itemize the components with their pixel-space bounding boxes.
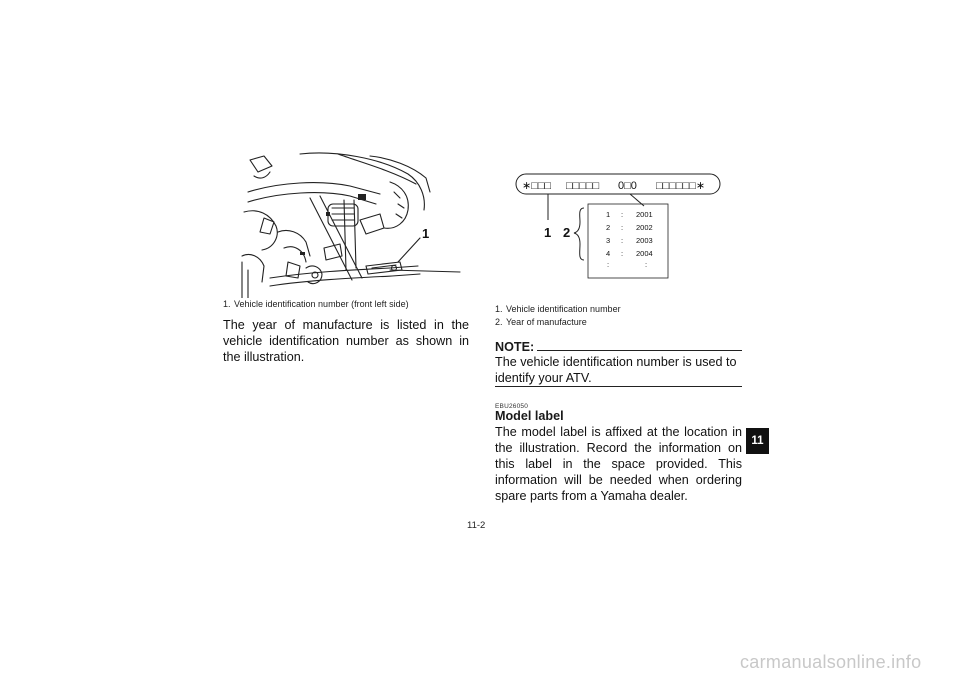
year-continuation-left: : [607, 260, 610, 269]
chapter-tab [746, 428, 769, 454]
caption-text: Vehicle identification number (front left side) [234, 299, 409, 309]
year-row-3-code: 3 [606, 236, 611, 245]
page-number: 11-2 [467, 520, 486, 531]
year-row-1-sep: : [621, 210, 624, 219]
year-row-3-year: 2003 [636, 236, 653, 245]
watermark: carmanualsonline.info [740, 652, 922, 672]
caption-text: Vehicle identification number [506, 304, 621, 314]
year-continuation-right: : [645, 260, 648, 269]
caption-text: Year of manufacture [506, 317, 587, 327]
section-code: EBU26050 [495, 403, 529, 410]
note-header-rule [537, 350, 742, 351]
left-figure-caption [223, 298, 473, 310]
caption-number: 1. [495, 304, 503, 314]
vin-year-diagram [500, 166, 732, 282]
caption-number: 1. [223, 299, 231, 309]
right-caption-2 [495, 316, 745, 328]
diagram-callout-1: 1 [544, 225, 552, 240]
vin-group-3: 0□0 [618, 180, 637, 192]
note-label: NOTE: [495, 340, 535, 354]
note-text: The vehicle identification number is used to identify your ATV. [495, 355, 737, 385]
manufacture-year-paragraph: The year of manufacture is listed in the vehicle identification number as shown in the illustration. [223, 318, 469, 364]
year-row-4-sep: : [621, 249, 624, 258]
year-row-1-year: 2001 [636, 210, 653, 219]
year-row-3-sep: : [621, 236, 624, 245]
chapter-tab-label: 11 [751, 435, 764, 447]
section-heading: Model label [495, 409, 564, 423]
year-row-2-year: 2002 [636, 223, 653, 232]
year-row-4-year: 2004 [636, 249, 653, 258]
right-caption-1 [495, 303, 745, 315]
year-row-4-code: 4 [606, 249, 611, 258]
note-block [495, 340, 742, 386]
year-row-1-code: 1 [606, 210, 611, 219]
vin-group-1: ∗□□□ [522, 180, 552, 192]
year-brace [574, 208, 584, 260]
vin-group-2: □□□□□ [566, 180, 600, 192]
note-bottom-rule [495, 386, 742, 387]
vin-group-4: □□□□□□∗ [656, 180, 706, 192]
caption-number: 2. [495, 317, 503, 327]
year-row-2-sep: : [621, 223, 624, 232]
diagram-callout-2: 2 [563, 225, 571, 240]
vin-location-illustration [240, 152, 462, 298]
illustration-callout-1: 1 [422, 226, 430, 241]
year-row-2-code: 2 [606, 223, 611, 232]
model-label-paragraph: The model label is affixed at the location in the illustration. Record the information on this label in the space provided. This information will be needed when ordering spare parts from a Yamaha dealer. [495, 425, 742, 503]
year-code-box [588, 204, 668, 278]
